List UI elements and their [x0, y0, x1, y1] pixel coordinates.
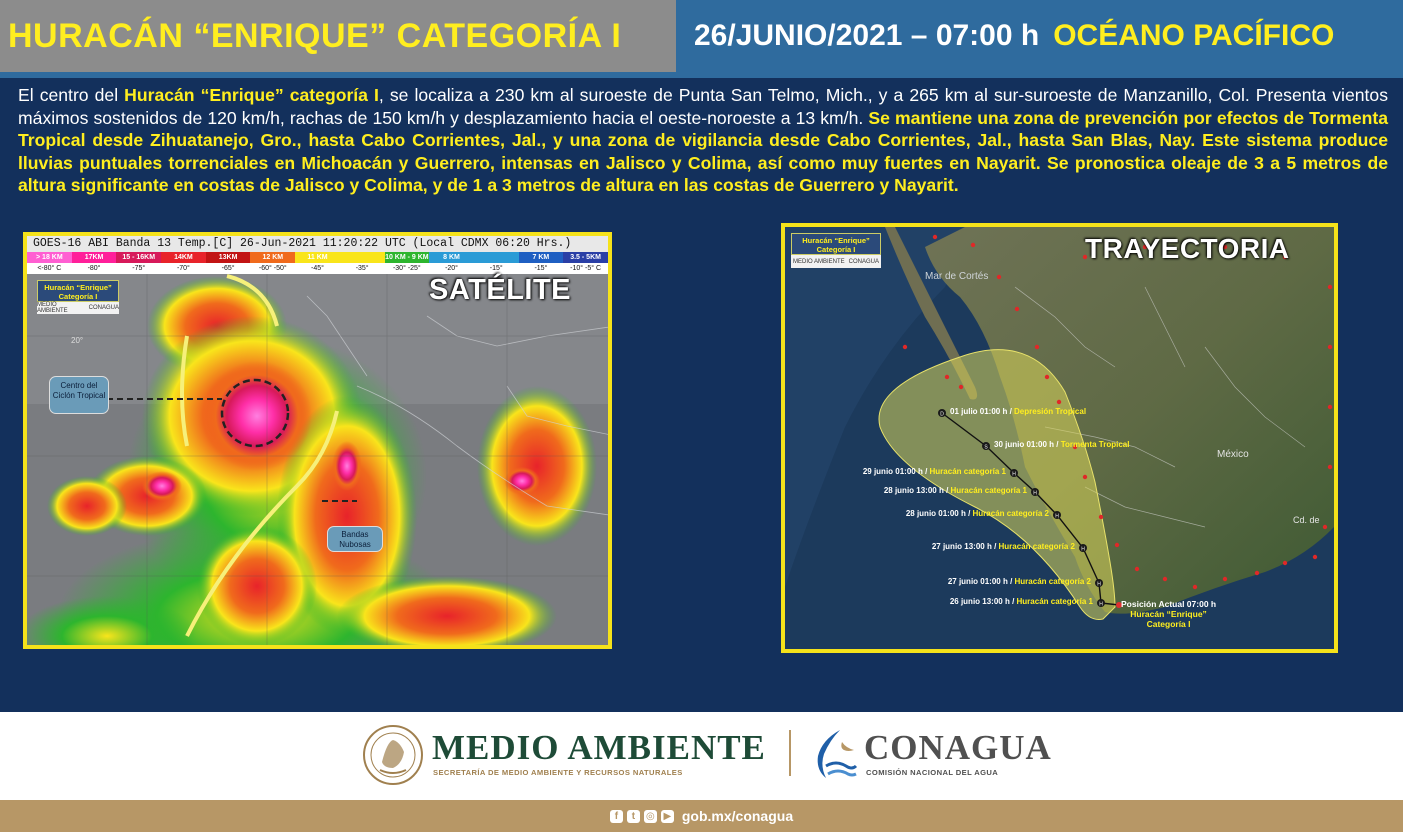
coast-marker	[1223, 577, 1227, 581]
coast-marker	[1328, 405, 1332, 409]
youtube-icon[interactable]: ▶	[661, 810, 674, 823]
logo-divider	[789, 730, 791, 776]
scale-altitude: 15 - 16KM	[116, 252, 161, 263]
website-link[interactable]: gob.mx/conagua	[681, 808, 794, 824]
track-label-date: 28 junio 13:00 h /	[883, 486, 951, 495]
scale-cell	[116, 252, 161, 274]
header-title-block	[0, 0, 676, 72]
coast-marker	[1328, 465, 1332, 469]
trajectory-mini-logos	[791, 255, 881, 268]
track-point-code: H	[1081, 546, 1085, 553]
coast-marker	[1099, 515, 1103, 519]
coast-marker	[1323, 525, 1327, 529]
header-stripe	[0, 72, 1403, 78]
scale-altitude: 8 KM	[429, 252, 474, 263]
mini-medio-ambiente-logo-2: MEDIO AMBIENTE	[792, 258, 845, 265]
scale-cell	[27, 252, 72, 274]
scale-temperature: -10° -5° C	[563, 263, 608, 274]
current-position-name: Huracán “Enrique”	[1130, 609, 1207, 619]
conagua-subtitle: COMISIÓN NACIONAL DEL AGUA	[866, 768, 999, 777]
satellite-panel[interactable]	[23, 232, 612, 649]
trajectory-label: TRAYECTORIA	[1085, 233, 1290, 264]
track-label-status: Huracán categoría 2	[972, 509, 1049, 518]
track-label-date: 29 junio 01:00 h /	[862, 467, 930, 476]
scale-altitude: 10 KM - 9 KM	[385, 254, 429, 261]
scale-cell	[519, 252, 564, 274]
temperature-scale	[27, 252, 608, 274]
current-position-label	[1121, 599, 1216, 629]
scale-temperature: -35°	[340, 263, 385, 274]
facebook-icon[interactable]: f	[610, 810, 623, 823]
scale-temperature: -15°	[519, 263, 564, 274]
coast-marker	[1115, 543, 1119, 547]
track-label-date: 26 junio 13:00 h /	[949, 597, 1017, 606]
coast-marker	[1045, 375, 1049, 379]
track-point-code: H	[1099, 601, 1103, 608]
scale-temperature: -60° -50°	[250, 263, 295, 274]
coast-marker	[903, 345, 907, 349]
cyclone-center-callout: Centro del Ciclón Tropical	[49, 376, 109, 414]
track-label-status: Depresión Tropical	[1014, 407, 1087, 416]
track-label-date: 01 julio 01:00 h /	[950, 407, 1015, 416]
mini-medio-ambiente-logo: MEDIO AMBIENTE	[37, 302, 68, 314]
track-label	[932, 542, 1075, 551]
track-label-status: Huracán categoría 2	[998, 542, 1075, 551]
coast-marker	[1083, 475, 1087, 479]
bulletin-description	[18, 84, 1388, 197]
coast-marker	[1163, 577, 1167, 581]
scale-cell	[206, 252, 251, 274]
instagram-icon[interactable]: ◎	[644, 810, 657, 823]
footer-bar	[0, 800, 1403, 832]
header-date-block	[676, 0, 1403, 72]
coast-marker	[945, 375, 949, 379]
scale-temperature: -15°	[474, 263, 519, 274]
track-label	[948, 577, 1091, 586]
scale-altitude: 7 KM	[519, 252, 564, 263]
current-position-category: Categoría I	[1146, 619, 1191, 629]
city-label: Cd. de	[1293, 515, 1320, 525]
scale-temperature: -70°	[161, 263, 206, 274]
coast-marker	[1135, 567, 1139, 571]
scale-cell	[72, 252, 117, 274]
track-label	[950, 597, 1093, 606]
coast-marker	[1193, 585, 1197, 589]
scale-temperature: -65°	[206, 263, 251, 274]
track-label-status: Tormenta Tropical	[1060, 440, 1130, 449]
ocean-label: OCÉANO PACÍFICO	[1053, 19, 1335, 52]
track-label	[863, 467, 1006, 476]
scale-altitude: 14KM	[161, 252, 206, 263]
coast-marker	[1328, 345, 1332, 349]
scale-cell	[563, 252, 608, 274]
cloud-bands-callout: Bandas Nubosas	[327, 526, 383, 552]
coast-marker	[997, 275, 1001, 279]
track-label-date: 30 junio 01:00 h /	[994, 440, 1061, 449]
scale-altitude: > 18 KM	[27, 252, 72, 263]
coast-marker	[959, 385, 963, 389]
scale-temperature: -75°	[116, 263, 161, 274]
scale-altitude	[474, 252, 519, 263]
scale-altitude: 12 KM	[250, 252, 295, 263]
track-point-code: D	[940, 411, 944, 418]
scale-temperature: <-80° C	[27, 263, 72, 274]
track-label-status: Huracán categoría 1	[929, 467, 1006, 476]
scale-cell	[340, 252, 385, 274]
header	[0, 0, 1403, 72]
description-storm-name: Huracán “Enrique” categoría I	[124, 85, 379, 105]
scale-cell	[161, 252, 206, 274]
coast-marker	[1015, 307, 1019, 311]
trajectory-panel[interactable]	[781, 223, 1338, 653]
coast-marker	[971, 243, 975, 247]
track-label-status: Huracán categoría 2	[1014, 577, 1091, 586]
coast-marker	[1283, 561, 1287, 565]
description-text-2: , se localiza a 230 km al suroeste de Punta San Telmo, Mich., y a 265 km al sur-suroeste de Manzanillo, Col. Presenta vientos máximos sostenidos de 120 km/h, rachas de 150 km/h y desplazamiento hacia el oeste-noroeste a 13 km/h.	[18, 85, 1388, 128]
track-point-code: H	[1097, 581, 1101, 588]
track-label-status: Huracán categoría 1	[950, 486, 1027, 495]
conagua-logo: CONAGUA	[864, 728, 1052, 767]
mini-conagua-logo-2: CONAGUA	[848, 258, 879, 265]
scale-altitude: 11 KM	[295, 252, 340, 263]
scale-altitude: 17KM	[72, 252, 117, 263]
track-label-date: 27 junio 01:00 h /	[947, 577, 1015, 586]
social-icons	[610, 810, 674, 823]
bulletin-date: 26/JUNIO/2021 – 07:00 h	[694, 19, 1040, 52]
track-point-code: H	[1012, 471, 1016, 478]
track-label-date: 28 junio 01:00 h /	[905, 509, 973, 518]
track-point-code: S	[984, 444, 988, 451]
scale-cell	[429, 252, 474, 274]
coast-marker	[1313, 555, 1317, 559]
track-point-code: H	[1033, 490, 1037, 497]
coast-marker	[1057, 400, 1061, 404]
scale-altitude	[340, 252, 385, 263]
coast-marker	[1255, 571, 1259, 575]
scale-altitude: 13KM	[206, 252, 251, 263]
satellite-mini-logos	[37, 302, 119, 314]
scale-temperature: -45°	[295, 263, 340, 274]
medio-ambiente-subtitle: SECRETARÍA DE MEDIO AMBIENTE Y RECURSOS NATURALES	[433, 768, 683, 777]
scale-cell	[250, 252, 295, 274]
current-position-time: Posición Actual 07:00 h	[1121, 599, 1217, 609]
scale-temperature: -80°	[72, 263, 117, 274]
coast-marker	[1035, 345, 1039, 349]
track-label-status: Huracán categoría 1	[1016, 597, 1093, 606]
scale-altitude: 3.5 - 5KM	[563, 252, 608, 263]
track-point-code: H	[1055, 513, 1059, 520]
mini-conagua-logo: CONAGUA	[88, 305, 119, 311]
twitter-icon[interactable]: t	[627, 810, 640, 823]
sea-label: Mar de Cortés	[925, 271, 989, 282]
track-label-date: 27 junio 13:00 h /	[931, 542, 999, 551]
scale-cell	[295, 252, 340, 274]
conagua-icon	[812, 726, 858, 782]
track-label	[950, 407, 1086, 416]
description-warnings: Se mantiene una zona de prevención por efectos de Tormenta Tropical desde Zihuatanejo, Gro., hasta Cabo Corrientes, Jal., y una zona de vigilancia desde Cabo Corrientes, Jal., hasta San Blas, Nay. Este sistema produce lluvias puntuales torrenciales en Michoacán y Guerrero, intensas en Jalisco y Colima, así como muy fuertes en Nayarit. Se pronostica oleaje de 3 a 5 metros de altura significante en costas de Jalisco y Colima, y de 1 a 3 metros de altura en las costas de Guerrero y Nayarit.	[18, 107, 1388, 196]
satellite-label: SATÉLITE	[429, 274, 572, 306]
satellite-storm-badge: Huracán “Enrique” Categoría I	[37, 280, 119, 302]
description-text-1: El centro del	[18, 85, 125, 105]
country-label: México	[1217, 449, 1249, 460]
coast-marker	[1328, 285, 1332, 289]
track-label	[994, 440, 1129, 449]
scale-cell	[474, 252, 519, 274]
latitude-label: 20°	[71, 336, 84, 345]
track-label	[884, 486, 1027, 495]
satellite-info-bar: GOES-16 ABI Banda 13 Temp.[C] 26-Jun-2021 11:20:22 UTC (Local CDMX 06:20 Hrs.)	[27, 236, 608, 252]
trajectory-storm-badge: Huracán “Enrique” Categoría I	[791, 233, 881, 255]
track-label	[906, 509, 1049, 518]
scale-temperature: -20°	[429, 263, 474, 274]
medio-ambiente-logo: MEDIO AMBIENTE	[432, 728, 766, 767]
coast-marker	[933, 235, 937, 239]
coat-of-arms-icon	[362, 722, 424, 788]
page-title: HURACÁN “ENRIQUE” CATEGORÍA I	[8, 16, 622, 55]
scale-cell	[385, 252, 430, 274]
scale-temperature: -30° -25°	[385, 263, 430, 274]
